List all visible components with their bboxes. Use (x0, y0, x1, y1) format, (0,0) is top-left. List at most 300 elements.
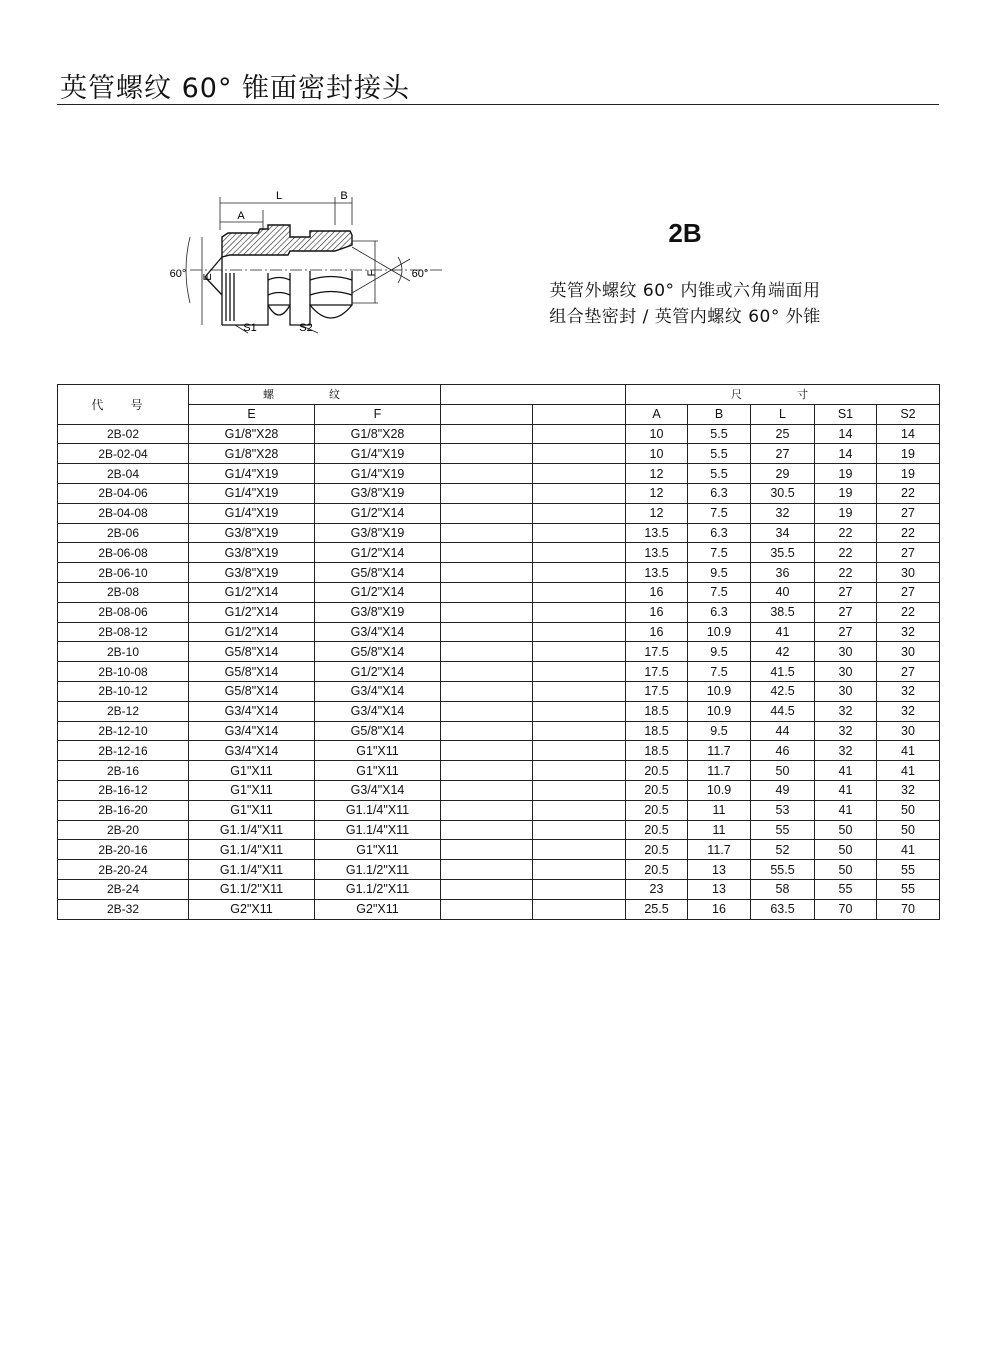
cell-s2: 14 (877, 424, 940, 444)
cell-s1: 27 (815, 582, 877, 602)
cell-s1: 19 (815, 464, 877, 484)
cell-f: G1/2"X14 (315, 662, 441, 682)
cell-f: G1"X11 (315, 741, 441, 761)
cell-code: 2B-24 (58, 879, 189, 899)
cell-f: G1.1/2"X11 (315, 860, 441, 880)
cell-b: 9.5 (688, 721, 751, 741)
table-row (58, 681, 940, 701)
table-row (58, 424, 940, 444)
cell-s2: 50 (877, 800, 940, 820)
cell-b: 5.5 (688, 424, 751, 444)
cell-code: 2B-02-04 (58, 444, 189, 464)
cell-a: 12 (626, 483, 688, 503)
cell-s1: 32 (815, 741, 877, 761)
cell-s1: 41 (815, 800, 877, 820)
cell-a: 17.5 (626, 662, 688, 682)
dim-label-S1: S1 (243, 322, 257, 334)
cell-code: 2B-10-08 (58, 662, 189, 682)
cell-blank (441, 503, 533, 523)
cell-e: G3/4"X14 (189, 701, 315, 721)
table-row (58, 444, 940, 464)
cell-f: G1/4"X19 (315, 464, 441, 484)
cell-a: 12 (626, 503, 688, 523)
cell-b: 7.5 (688, 543, 751, 563)
cell-s2: 70 (877, 899, 940, 919)
cell-code: 2B-10 (58, 642, 189, 662)
cell-blank (533, 464, 626, 484)
cell-e: G1/8"X28 (189, 424, 315, 444)
cell-a: 17.5 (626, 642, 688, 662)
cell-blank (441, 483, 533, 503)
cell-code: 2B-16-20 (58, 800, 189, 820)
cell-e: G1/4"X19 (189, 483, 315, 503)
cell-e: G1/2"X14 (189, 582, 315, 602)
cell-s2: 30 (877, 721, 940, 741)
cell-f: G2"X11 (315, 899, 441, 919)
product-description-line1: 英管外螺纹 60° 内锥或六角端面用 (549, 281, 821, 301)
cell-a: 20.5 (626, 800, 688, 820)
cell-s2: 41 (877, 741, 940, 761)
dim-label-E: E (202, 273, 214, 281)
table-row (58, 642, 940, 662)
cell-f: G1/2"X14 (315, 582, 441, 602)
cell-a: 13.5 (626, 543, 688, 563)
table-row (58, 602, 940, 622)
cell-l: 58 (751, 879, 815, 899)
cell-s1: 32 (815, 701, 877, 721)
cell-b: 7.5 (688, 662, 751, 682)
table-row (58, 780, 940, 800)
cell-blank (441, 879, 533, 899)
cell-s2: 30 (877, 642, 940, 662)
cell-f: G5/8"X14 (315, 721, 441, 741)
cell-s2: 22 (877, 602, 940, 622)
cell-s2: 27 (877, 582, 940, 602)
cell-b: 13 (688, 860, 751, 880)
cell-a: 18.5 (626, 721, 688, 741)
cell-a: 12 (626, 464, 688, 484)
table-row (58, 761, 940, 781)
cell-s2: 41 (877, 761, 940, 781)
cell-blank (441, 444, 533, 464)
cell-code: 2B-16 (58, 761, 189, 781)
cell-a: 20.5 (626, 820, 688, 840)
cell-s1: 41 (815, 761, 877, 781)
cell-f: G3/8"X19 (315, 483, 441, 503)
cell-l: 34 (751, 523, 815, 543)
table-row (58, 820, 940, 840)
cell-l: 25 (751, 424, 815, 444)
cell-blank (441, 622, 533, 642)
column-header-F: F (315, 404, 441, 424)
header-dimension: 尺 寸 (626, 385, 940, 405)
cell-code: 2B-06 (58, 523, 189, 543)
cell-code: 2B-08 (58, 582, 189, 602)
cell-b: 6.3 (688, 602, 751, 622)
cell-blank (441, 899, 533, 919)
cell-l: 30.5 (751, 483, 815, 503)
cell-l: 50 (751, 761, 815, 781)
cell-e: G2"X11 (189, 899, 315, 919)
cell-a: 20.5 (626, 860, 688, 880)
cell-e: G1/2"X14 (189, 622, 315, 642)
cell-blank (533, 622, 626, 642)
cell-a: 25.5 (626, 899, 688, 919)
cell-a: 16 (626, 622, 688, 642)
cell-blank (441, 563, 533, 583)
cell-blank (533, 701, 626, 721)
cell-code: 2B-04 (58, 464, 189, 484)
cell-code: 2B-20-24 (58, 860, 189, 880)
cell-f: G3/4"X14 (315, 780, 441, 800)
cell-e: G1.1/4"X11 (189, 820, 315, 840)
table-row (58, 840, 940, 860)
dim-label-angle-left: 60° (169, 268, 187, 280)
column-header-S1: S1 (815, 404, 877, 424)
cell-blank (441, 582, 533, 602)
cell-blank (441, 800, 533, 820)
cell-s2: 32 (877, 681, 940, 701)
cell-s2: 32 (877, 780, 940, 800)
cell-code: 2B-12-16 (58, 741, 189, 761)
cell-l: 53 (751, 800, 815, 820)
cell-blank (533, 800, 626, 820)
cell-code: 2B-06-08 (58, 543, 189, 563)
cell-blank (441, 464, 533, 484)
cell-a: 20.5 (626, 780, 688, 800)
cell-e: G1.1/4"X11 (189, 860, 315, 880)
cell-blank (533, 444, 626, 464)
cell-s2: 19 (877, 464, 940, 484)
cell-f: G1.1/4"X11 (315, 820, 441, 840)
cell-s2: 27 (877, 543, 940, 563)
cell-f: G3/8"X19 (315, 523, 441, 543)
cell-code: 2B-08-12 (58, 622, 189, 642)
cell-code: 2B-12 (58, 701, 189, 721)
cell-blank (533, 681, 626, 701)
cell-b: 10.9 (688, 622, 751, 642)
cell-s2: 41 (877, 840, 940, 860)
cell-s1: 41 (815, 780, 877, 800)
cell-a: 20.5 (626, 840, 688, 860)
cell-f: G1/4"X19 (315, 444, 441, 464)
cell-f: G3/8"X19 (315, 602, 441, 622)
cell-l: 44.5 (751, 701, 815, 721)
cell-e: G1"X11 (189, 800, 315, 820)
cell-b: 10.9 (688, 780, 751, 800)
cell-s2: 32 (877, 701, 940, 721)
cell-l: 27 (751, 444, 815, 464)
spec-table (57, 384, 940, 920)
dim-label-B: B (340, 190, 348, 202)
cell-a: 23 (626, 879, 688, 899)
fitting-drawing (160, 185, 450, 335)
cell-a: 10 (626, 424, 688, 444)
cell-f: G1/2"X14 (315, 503, 441, 523)
cell-s2: 30 (877, 563, 940, 583)
cell-blank (533, 582, 626, 602)
cell-blank (441, 523, 533, 543)
dim-label-F: F (366, 269, 378, 277)
cell-blank (441, 701, 533, 721)
column-header-B: B (688, 404, 751, 424)
cell-e: G1.1/2"X11 (189, 879, 315, 899)
cell-code: 2B-32 (58, 899, 189, 919)
cell-a: 13.5 (626, 523, 688, 543)
cell-e: G1/4"X19 (189, 503, 315, 523)
cell-a: 13.5 (626, 563, 688, 583)
cell-code: 2B-08-06 (58, 602, 189, 622)
cell-l: 55 (751, 820, 815, 840)
cell-e: G1/2"X14 (189, 602, 315, 622)
cell-s1: 22 (815, 543, 877, 563)
cell-e: G3/8"X19 (189, 523, 315, 543)
cell-s1: 27 (815, 622, 877, 642)
cell-l: 35.5 (751, 543, 815, 563)
cell-b: 6.3 (688, 523, 751, 543)
cell-l: 44 (751, 721, 815, 741)
cell-code: 2B-04-06 (58, 483, 189, 503)
cell-s2: 55 (877, 860, 940, 880)
cell-s1: 22 (815, 523, 877, 543)
cell-code: 2B-12-10 (58, 721, 189, 741)
cell-code: 2B-20 (58, 820, 189, 840)
cell-s1: 30 (815, 642, 877, 662)
cell-blank (441, 543, 533, 563)
cell-s1: 50 (815, 860, 877, 880)
cell-s1: 27 (815, 602, 877, 622)
cell-blank (533, 523, 626, 543)
table-row (58, 582, 940, 602)
cell-f: G5/8"X14 (315, 563, 441, 583)
cell-e: G1/8"X28 (189, 444, 315, 464)
cell-f: G3/4"X14 (315, 622, 441, 642)
cell-blank (533, 741, 626, 761)
cell-b: 7.5 (688, 582, 751, 602)
cell-l: 41.5 (751, 662, 815, 682)
cell-code: 2B-20-16 (58, 840, 189, 860)
table-row (58, 662, 940, 682)
cell-blank (533, 780, 626, 800)
cell-blank (533, 642, 626, 662)
cell-blank (441, 681, 533, 701)
cell-blank (441, 602, 533, 622)
table-row (58, 622, 940, 642)
cell-a: 18.5 (626, 701, 688, 721)
cell-s1: 30 (815, 662, 877, 682)
cell-b: 11.7 (688, 741, 751, 761)
cell-blank (441, 840, 533, 860)
cell-blank (533, 820, 626, 840)
cell-a: 16 (626, 582, 688, 602)
cell-s2: 22 (877, 483, 940, 503)
cell-b: 11.7 (688, 761, 751, 781)
dim-label-L: L (275, 190, 283, 202)
page-title: 英管螺纹 60° 锥面密封接头 (60, 73, 411, 104)
cell-code: 2B-16-12 (58, 780, 189, 800)
cell-b: 13 (688, 879, 751, 899)
cell-l: 38.5 (751, 602, 815, 622)
cell-blank (533, 860, 626, 880)
dim-label-A: A (237, 210, 245, 222)
cell-blank (441, 741, 533, 761)
header-code: 代 号 (58, 385, 189, 425)
cell-blank (533, 483, 626, 503)
product-code: 2B (668, 218, 702, 248)
product-description-line2: 组合垫密封 / 英管内螺纹 60° 外锥 (549, 307, 821, 327)
cell-b: 5.5 (688, 464, 751, 484)
title-divider (57, 104, 939, 105)
column-header-blank-1 (441, 404, 533, 424)
cell-e: G3/4"X14 (189, 741, 315, 761)
cell-s2: 27 (877, 503, 940, 523)
cell-blank (441, 721, 533, 741)
cell-s2: 32 (877, 622, 940, 642)
table-row (58, 523, 940, 543)
cell-code: 2B-02 (58, 424, 189, 444)
cell-s2: 50 (877, 820, 940, 840)
cell-a: 20.5 (626, 761, 688, 781)
cell-blank (533, 563, 626, 583)
cell-blank (533, 503, 626, 523)
cell-s1: 55 (815, 879, 877, 899)
cell-s2: 55 (877, 879, 940, 899)
cell-blank (533, 662, 626, 682)
cell-code: 2B-06-10 (58, 563, 189, 583)
table-row (58, 860, 940, 880)
cell-code: 2B-04-08 (58, 503, 189, 523)
table-row (58, 879, 940, 899)
cell-s2: 27 (877, 662, 940, 682)
header-blank (441, 385, 626, 405)
cell-s1: 14 (815, 444, 877, 464)
cell-blank (533, 899, 626, 919)
cell-e: G5/8"X14 (189, 662, 315, 682)
cell-s1: 14 (815, 424, 877, 444)
table-row (58, 483, 940, 503)
cell-blank (441, 820, 533, 840)
table-row (58, 464, 940, 484)
cell-l: 32 (751, 503, 815, 523)
cell-f: G1.1/2"X11 (315, 879, 441, 899)
cell-b: 10.9 (688, 701, 751, 721)
column-header-S2: S2 (877, 404, 940, 424)
cell-f: G1"X11 (315, 761, 441, 781)
table-row (58, 899, 940, 919)
cell-l: 63.5 (751, 899, 815, 919)
cell-b: 9.5 (688, 642, 751, 662)
cell-b: 16 (688, 899, 751, 919)
cell-a: 16 (626, 602, 688, 622)
cell-blank (441, 424, 533, 444)
cell-blank (441, 642, 533, 662)
cell-f: G3/4"X14 (315, 681, 441, 701)
cell-l: 29 (751, 464, 815, 484)
cell-l: 49 (751, 780, 815, 800)
cell-b: 5.5 (688, 444, 751, 464)
cell-code: 2B-10-12 (58, 681, 189, 701)
cell-s1: 70 (815, 899, 877, 919)
cell-blank (441, 860, 533, 880)
cell-l: 41 (751, 622, 815, 642)
table-row (58, 503, 940, 523)
cell-e: G5/8"X14 (189, 681, 315, 701)
column-header-L: L (751, 404, 815, 424)
cell-e: G3/8"X19 (189, 543, 315, 563)
cell-e: G3/4"X14 (189, 721, 315, 741)
cell-blank (533, 879, 626, 899)
cell-b: 11.7 (688, 840, 751, 860)
cell-e: G1"X11 (189, 761, 315, 781)
cell-f: G1.1/4"X11 (315, 800, 441, 820)
cell-s1: 19 (815, 483, 877, 503)
cell-l: 42 (751, 642, 815, 662)
cell-f: G1"X11 (315, 840, 441, 860)
dim-label-S2: S2 (299, 322, 313, 334)
cell-s1: 22 (815, 563, 877, 583)
cell-l: 52 (751, 840, 815, 860)
table-row (58, 800, 940, 820)
table-row (58, 563, 940, 583)
cell-e: G1.1/4"X11 (189, 840, 315, 860)
cell-l: 36 (751, 563, 815, 583)
cell-b: 7.5 (688, 503, 751, 523)
cell-blank (441, 662, 533, 682)
cell-e: G1"X11 (189, 780, 315, 800)
cell-l: 42.5 (751, 681, 815, 701)
column-header-A: A (626, 404, 688, 424)
table-row (58, 721, 940, 741)
cell-s2: 22 (877, 523, 940, 543)
cell-l: 55.5 (751, 860, 815, 880)
cell-f: G1/2"X14 (315, 543, 441, 563)
cell-blank (533, 840, 626, 860)
cell-b: 10.9 (688, 681, 751, 701)
cell-s1: 32 (815, 721, 877, 741)
cell-a: 18.5 (626, 741, 688, 761)
cell-f: G1/8"X28 (315, 424, 441, 444)
cell-blank (533, 721, 626, 741)
cell-f: G3/4"X14 (315, 701, 441, 721)
cell-blank (533, 543, 626, 563)
cell-s1: 30 (815, 681, 877, 701)
cell-s1: 19 (815, 503, 877, 523)
cell-a: 17.5 (626, 681, 688, 701)
cell-s2: 19 (877, 444, 940, 464)
cell-f: G5/8"X14 (315, 642, 441, 662)
cell-s1: 50 (815, 840, 877, 860)
table-row (58, 543, 940, 563)
cell-b: 11 (688, 800, 751, 820)
cell-l: 40 (751, 582, 815, 602)
cell-e: G5/8"X14 (189, 642, 315, 662)
table-row (58, 701, 940, 721)
cell-b: 11 (688, 820, 751, 840)
cell-blank (533, 761, 626, 781)
cell-a: 10 (626, 444, 688, 464)
cell-b: 9.5 (688, 563, 751, 583)
cell-l: 46 (751, 741, 815, 761)
cell-blank (441, 780, 533, 800)
column-header-E: E (189, 404, 315, 424)
cell-s1: 50 (815, 820, 877, 840)
dim-label-angle-right: 60° (411, 268, 429, 280)
cell-b: 6.3 (688, 483, 751, 503)
header-thread: 螺 纹 (189, 385, 441, 405)
cell-blank (533, 602, 626, 622)
cell-blank (533, 424, 626, 444)
cell-blank (441, 761, 533, 781)
